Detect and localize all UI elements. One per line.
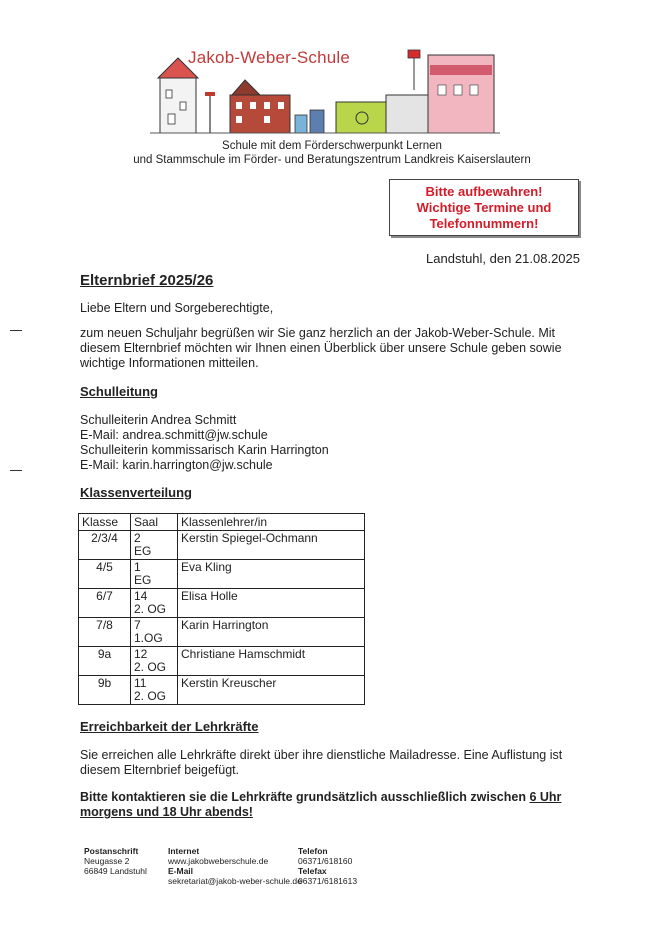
email-link[interactable]: sekretariat@jakob-weber-schule.de	[168, 876, 302, 886]
row-klasse: 6/7	[79, 589, 131, 618]
postal-label: Postanschrift	[84, 846, 139, 856]
table-row	[79, 676, 365, 705]
row-klasse: 7/8	[79, 618, 131, 647]
notice-line2: Wichtige Termine und	[416, 200, 552, 215]
row-saal	[131, 618, 178, 647]
table-row	[79, 560, 365, 589]
row-saal	[131, 676, 178, 705]
keep-notice-box	[389, 179, 579, 236]
erreichbarkeit-line1: Sie erreichen alle Lehrkräfte direkt über ihre dienstliche Mailadresse. Eine Auflistung ist	[80, 748, 563, 762]
letter-title: Elternbrief 2025/26	[80, 272, 214, 289]
saal-floor: EG	[134, 573, 152, 587]
row-lehrer: Christiane Hamschmidt	[178, 647, 365, 676]
saal-floor: 2. OG	[134, 602, 167, 616]
intro-paragraph	[80, 326, 590, 371]
table-row	[79, 589, 365, 618]
klassen-heading: Klassenverteilung	[80, 485, 192, 500]
row-lehrer: Eva Kling	[178, 560, 365, 589]
intro-line2: diesem Elternbrief möchten wir Ihnen einen Überblick über unsere Schule geben sowie	[80, 341, 562, 355]
row-lehrer: Elisa Holle	[178, 589, 365, 618]
saal-number: 14	[134, 589, 148, 603]
fax-value: 06371/6181613	[298, 876, 358, 886]
saal-number: 12	[134, 647, 148, 661]
saal-floor: 2. OG	[134, 689, 167, 703]
class-table	[78, 513, 365, 705]
contact-hours-start: 6 Uhr	[529, 790, 562, 804]
notice-line1: Bitte aufbewahren!	[425, 184, 543, 199]
footer-phone	[298, 846, 357, 886]
footer-postal	[84, 846, 147, 876]
internet-link[interactable]: www.jakobweberschule.de	[168, 856, 269, 866]
col-klasse: Klasse	[79, 514, 131, 531]
saal-floor: EG	[134, 544, 152, 558]
date-line: Landstuhl, den 21.08.2025	[426, 251, 580, 266]
intro-line1: zum neuen Schuljahr begrüßen wir Sie ganz herzlich an der Jakob-Weber-Schule. Mit	[80, 326, 556, 340]
saal-number: 11	[134, 676, 147, 690]
leitung-line2: E-Mail: andrea.schmitt@jw.schule	[80, 428, 268, 442]
saal-number: 1	[134, 560, 141, 574]
phone-label: Telefon	[298, 846, 328, 856]
row-klasse: 9b	[79, 676, 131, 705]
contact-hours-text: Bitte kontaktieren sie die Lehrkräfte grundsätzlich ausschließlich zwischen	[80, 790, 526, 804]
saal-floor: 2. OG	[134, 660, 167, 674]
school-name: Jakob-Weber-Schule	[188, 48, 351, 67]
table-row	[79, 647, 365, 676]
row-saal	[131, 560, 178, 589]
row-klasse: 2/3/4	[79, 531, 131, 560]
greeting: Liebe Eltern und Sorgeberechtigte,	[80, 301, 274, 315]
row-klasse: 4/5	[79, 560, 131, 589]
row-saal	[131, 647, 178, 676]
leitung-heading: Schulleitung	[80, 384, 158, 399]
row-saal	[131, 589, 178, 618]
class-table-header	[79, 514, 365, 531]
notice-line3: Telefonnummern!	[429, 216, 539, 231]
fax-label: Telefax	[298, 866, 327, 876]
postal-street: Neugasse 2	[84, 856, 130, 866]
subtitle-line1: Schule mit dem Förderschwerpunkt Lernen	[222, 140, 442, 152]
col-lehrer: Klassenlehrer/in	[178, 514, 365, 531]
saal-number: 7	[134, 618, 141, 632]
row-saal	[131, 531, 178, 560]
erreichbarkeit-heading: Erreichbarkeit der Lehrkräfte	[80, 719, 259, 734]
col-saal: Saal	[131, 514, 178, 531]
erreichbarkeit-paragraph	[80, 748, 590, 778]
row-klasse: 9a	[79, 647, 131, 676]
punch-mark-bottom	[10, 470, 22, 471]
intro-line3: wichtige Informationen mitteilen.	[80, 356, 259, 370]
leitung-line1: Schulleiterin Andrea Schmitt	[80, 413, 237, 427]
internet-label: Internet	[168, 846, 200, 856]
row-lehrer: Karin Harrington	[178, 618, 365, 647]
erreichbarkeit-line2: diesem Elternbrief beigefügt.	[80, 763, 240, 777]
row-lehrer: Kerstin Spiegel-Ochmann	[178, 531, 365, 560]
saal-floor: 1.OG	[134, 631, 163, 645]
leitung-block	[80, 413, 590, 473]
contact-hours-note	[80, 790, 590, 820]
email-label: E-Mail	[168, 866, 194, 876]
table-row	[79, 531, 365, 560]
saal-number: 2	[134, 531, 141, 545]
subtitle-line2: und Stammschule im Förder- und Beratungszentrum Landkreis Kaiserslautern	[133, 154, 531, 166]
phone-value: 06371/618160	[298, 856, 353, 866]
leitung-line4: E-Mail: karin.harrington@jw.schule	[80, 458, 273, 472]
punch-mark-top	[10, 330, 22, 331]
contact-hours-end: morgens und 18 Uhr abends!	[80, 805, 253, 819]
footer-internet	[168, 846, 302, 886]
table-row	[79, 618, 365, 647]
postal-city: 66849 Landstuhl	[84, 866, 147, 876]
leitung-line3: Schulleiterin kommissarisch Karin Harrington	[80, 443, 329, 457]
row-lehrer: Kerstin Kreuscher	[178, 676, 365, 705]
